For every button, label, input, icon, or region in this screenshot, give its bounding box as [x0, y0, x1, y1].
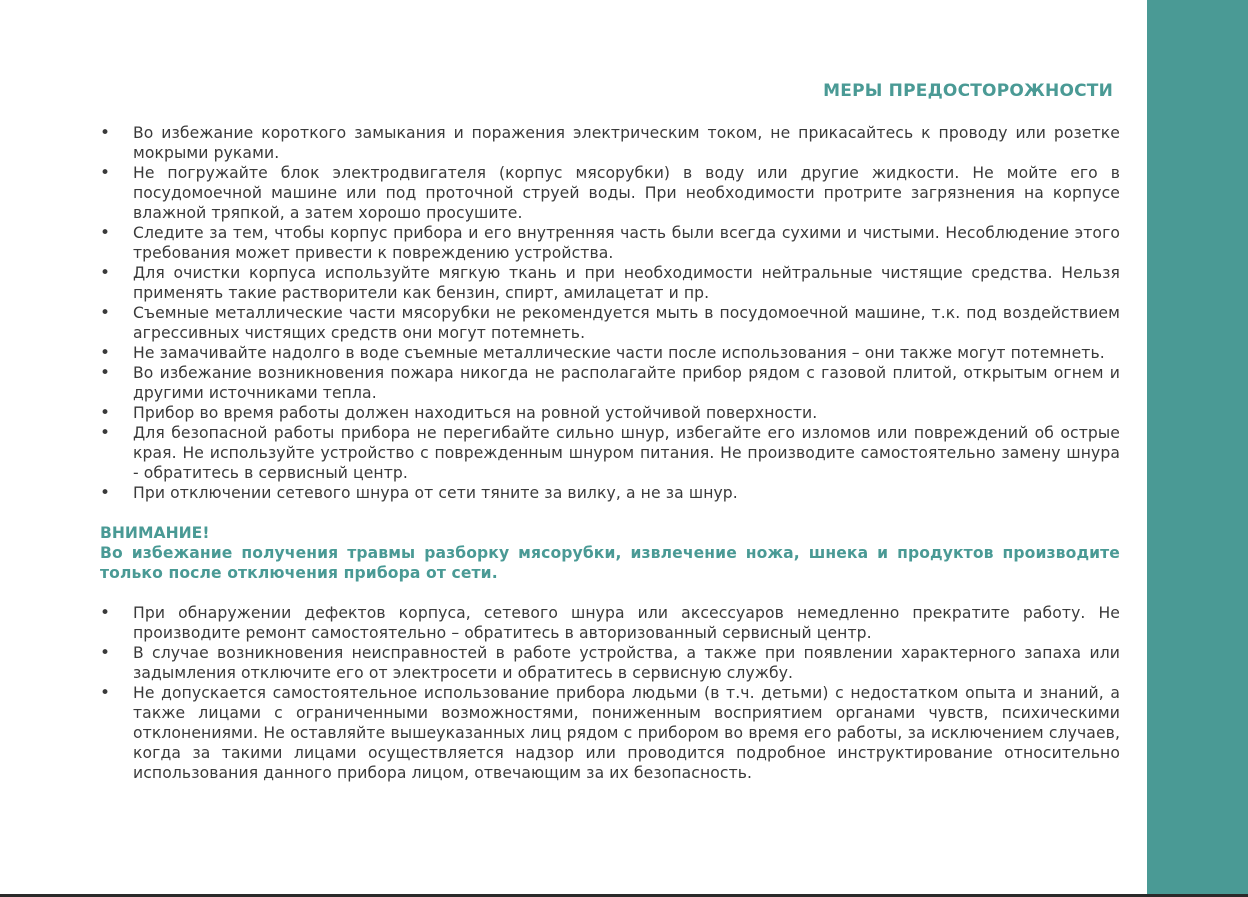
list-item: • Во избежание возникновения пожара никогда не располагайте прибор рядом с газовой плитой, открытым огнем и другими источниками тепла.	[100, 363, 1120, 403]
list-item: • Съемные металлические части мясорубки не рекомендуется мыть в посудомоечной машине, т.к. под воздействием агрессивных чистящих средств они могут потемнеть.	[100, 303, 1120, 343]
section-gap	[100, 583, 1120, 603]
side-color-bar	[1147, 0, 1248, 894]
list-item: • Не допускается самостоятельное использование прибора людьми (в т.ч. детьми) с недостатком опыта и знаний, а также лицами с ограниченными возможностями, пониженным восприятием органами чувств, психическими отклонениями. Не оставляйте вышеуказанных лиц рядом с прибором во время его работы, за исключением случаев, когда за такими лицами осуществляется надзор или проводится подробное инструктирование относительно использования данного прибора лицом, отвечающим за их безопасность.	[100, 683, 1120, 783]
warning-text: Во избежание получения травмы разборку мясорубки, извлечение ножа, шнека и продуктов производите только после отключения прибора от сети.	[100, 544, 1120, 582]
list-item: • Следите за тем, чтобы корпус прибора и его внутренняя часть были всегда сухими и чистыми. Несоблюдение этого требования может привести к повреждению устройства.	[100, 223, 1120, 263]
list-item: • При обнаружении дефектов корпуса, сетевого шнура или аксессуаров немедленно прекратите работу. Не производите ремонт самостоятельно – обратитесь в авторизованный сервисный центр.	[100, 603, 1120, 643]
page-title: МЕРЫ ПРЕДОСТОРОЖНОСТИ	[823, 81, 1113, 101]
precautions-list	[100, 123, 1120, 503]
additional-precautions-list	[100, 603, 1120, 783]
list-item: • Для безопасной работы прибора не перегибайте сильно шнур, избегайте его изломов или повреждений об острые края. Не используйте устройство с поврежденным шнуром питания. Не производите самостоятельно замену шнура - обратитесь в сервисный центр.	[100, 423, 1120, 483]
warning-heading: ВНИМАНИЕ!	[100, 524, 210, 542]
list-item: • Не погружайте блок электродвигателя (корпус мясорубки) в воду или другие жидкости. Не мойте его в посудомоечной машине или под проточной струей воды. При необходимости протрите загрязнения на корпусе влажной тряпкой, а затем хорошо просушите.	[100, 163, 1120, 223]
list-item: • Во избежание короткого замыкания и поражения электрическим током, не прикасайтесь к проводу или розетке мокрыми руками.	[100, 123, 1120, 163]
document-body	[100, 123, 1120, 783]
list-item: • Для очистки корпуса используйте мягкую ткань и при необходимости нейтральные чистящие средства. Нельзя применять такие растворители как бензин, спирт, амилацетат и пр.	[100, 263, 1120, 303]
list-item: • Прибор во время работы должен находиться на ровной устойчивой поверхности.	[100, 403, 1120, 423]
list-item: • В случае возникновения неисправностей в работе устройства, а также при появлении характерного запаха или задымления отключите его от электросети и обратитесь в сервисную службу.	[100, 643, 1120, 683]
list-item: • При отключении сетевого шнура от сети тяните за вилку, а не за шнур.	[100, 483, 1120, 503]
list-item: • Не замачивайте надолго в воде съемные металлические части после использования – они также могут потемнеть.	[100, 343, 1120, 363]
